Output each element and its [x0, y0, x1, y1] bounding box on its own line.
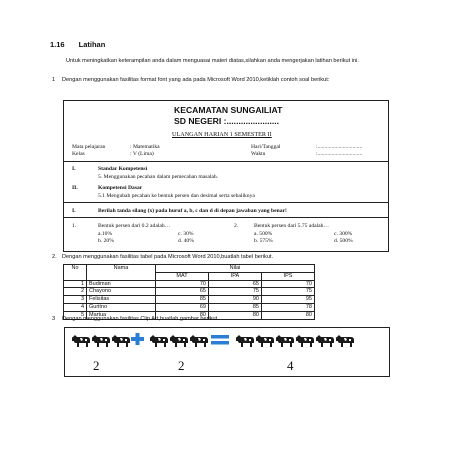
item-text: Dengan menggunakan fasilitas tabel pada Microsoft Word 2010,buatlah tabel berikut.: [62, 254, 274, 260]
mapel-value: : Matematika: [130, 144, 160, 150]
kd-title: Kompetensi Dasar: [98, 185, 143, 191]
cell-nama: Martua: [87, 311, 156, 319]
item-text: Dengan menggunakan fasilitas Clip Art,buatlah gambar berikut.: [62, 316, 219, 322]
cell-nama: Felisitas: [87, 296, 156, 304]
header-nama: Nama: [87, 265, 156, 281]
question-1-option-b: b. 20%: [98, 238, 114, 244]
header-mat: MAT: [156, 272, 209, 280]
cow-group-3: [236, 335, 354, 347]
hari-value: :................................: [316, 144, 363, 150]
cell-mat: 70: [156, 280, 209, 288]
table-row: [64, 303, 315, 311]
table-row: [64, 280, 315, 288]
cow-icon: [190, 335, 208, 347]
sk-number: I.: [72, 166, 76, 172]
table-header-row: [64, 265, 315, 273]
cell-ips: 75: [262, 288, 315, 296]
item-number: 1: [52, 77, 56, 83]
digit-second: 2: [178, 358, 185, 373]
cell-ips: 80: [262, 311, 315, 319]
divider: [64, 217, 388, 218]
cell-no: 1: [64, 280, 87, 288]
intro-paragraph: Untuk meningkatkan keterampilan anda dalam menguasai materi diatas,silahkan anda mengerjakan latihan berikut ini.: [66, 58, 359, 64]
cow-icon: [72, 335, 90, 347]
section-number: 1.16: [50, 40, 65, 49]
cell-no: 5: [64, 311, 87, 319]
waktu-label: Waktu: [251, 151, 266, 157]
mapel-label: Mata pelajaran: [72, 144, 106, 150]
kelas-label: Kelas: [72, 151, 85, 157]
cell-no: 2: [64, 288, 87, 296]
section-name: Latihan: [78, 40, 106, 49]
kelas-value: : V (Lima): [130, 151, 154, 157]
cell-mat: 65: [156, 288, 209, 296]
cow-icon: [336, 335, 354, 347]
cow-icon: [256, 335, 274, 347]
question-2-number: 2.: [234, 223, 239, 229]
question-2-text: Bentuk persen dari 5.75 adalah…: [254, 223, 330, 229]
plus-icon: [131, 333, 144, 345]
divider: [64, 202, 388, 203]
header-ips: IPS: [262, 272, 315, 280]
cell-ipa: 65: [209, 280, 262, 288]
cell-mat: 80: [156, 311, 209, 319]
table-row: [64, 288, 315, 296]
question-1-option-c: c. 30%: [178, 231, 194, 237]
item-number: 2.: [52, 254, 57, 260]
cell-no: 4: [64, 303, 87, 311]
instruction-item-2: [52, 253, 397, 262]
item-number: 3: [52, 316, 56, 322]
cow-icon: [170, 335, 188, 347]
header-no: No: [64, 265, 87, 281]
cell-no: 3: [64, 296, 87, 304]
table-row: [64, 296, 315, 304]
cell-ipa: 90: [209, 296, 262, 304]
cell-ipa: 75: [209, 288, 262, 296]
grades-table: [63, 264, 315, 320]
header-ipa: IPA: [209, 272, 262, 280]
clipart-box: [64, 327, 390, 377]
equals-icon: [211, 335, 229, 345]
cow-icon: [92, 335, 110, 347]
question-2-option-b: b. 575%: [254, 238, 273, 244]
kd-number: II.: [72, 185, 78, 191]
cow-icon: [150, 335, 168, 347]
exam-title-district: KECAMATAN SUNGAILIAT: [174, 105, 283, 115]
instruction-item-3: [52, 315, 397, 324]
digit-first: 2: [93, 358, 100, 373]
cell-ipa: 85: [209, 303, 262, 311]
cell-nama: Budiman: [87, 280, 156, 288]
cow-icon: [236, 335, 254, 347]
divider: [64, 161, 388, 162]
instruction-number: I.: [72, 208, 76, 214]
waktu-value: :................................: [316, 151, 363, 157]
question-1-option-d: d. 40%: [178, 238, 194, 244]
kd-text: 5.1 Mengubah pecahan ke bentuk persen dan desimal serta sebaliknya: [98, 193, 255, 199]
exam-sheet: [63, 100, 389, 252]
cow-icon: [296, 335, 314, 347]
cell-mat: 85: [156, 296, 209, 304]
cell-ipa: 80: [209, 311, 262, 319]
question-2-option-d: d. 500%: [334, 238, 353, 244]
cow-icon: [316, 335, 334, 347]
cow-group-1: [72, 335, 130, 347]
digit-result: 4: [287, 358, 294, 373]
item-text: Dengan menggunakan fasilitas format font yang ada pada Microsoft Word 2010,ketiklah contoh soal berikut:: [62, 77, 330, 83]
cell-nama: Guritno: [87, 303, 156, 311]
header-nilai: Nilai: [156, 265, 315, 273]
question-2-option-a: a. 500%: [254, 231, 273, 237]
instruction-item-1: [52, 76, 397, 94]
question-1-number: 1.: [72, 223, 77, 229]
clipart-drawing: [65, 328, 391, 378]
cell-ips: 95: [262, 296, 315, 304]
cow-icon: [276, 335, 294, 347]
question-1-option-a: a.10%: [98, 231, 113, 237]
hari-label: Hari/Tanggal: [251, 144, 281, 150]
section-title: [50, 40, 105, 49]
cell-nama: Chayono: [87, 288, 156, 296]
cow-group-2: [150, 335, 208, 347]
exam-subtitle: ULANGAN HARIAN 1 SEMESTER II: [172, 131, 272, 138]
question-2-option-c: c. 300%: [334, 231, 353, 237]
instruction-text: Berilah tanda silang (x) pada huruf a, b, c dan d di depan jawaban yang benar!: [98, 208, 287, 214]
question-1-text: Bentuk persen dari 0.2 adalah…: [98, 223, 171, 229]
sk-text: 5. Menggunakan pecahan dalam pemecahan masalah.: [98, 174, 219, 180]
cow-icon: [112, 335, 130, 347]
exam-title-school: SD NEGERI :......................: [174, 116, 280, 126]
sk-title: Standar Kompetensi: [98, 166, 148, 172]
cell-ips: 78: [262, 303, 315, 311]
cell-ips: 70: [262, 280, 315, 288]
cell-mat: 69: [156, 303, 209, 311]
